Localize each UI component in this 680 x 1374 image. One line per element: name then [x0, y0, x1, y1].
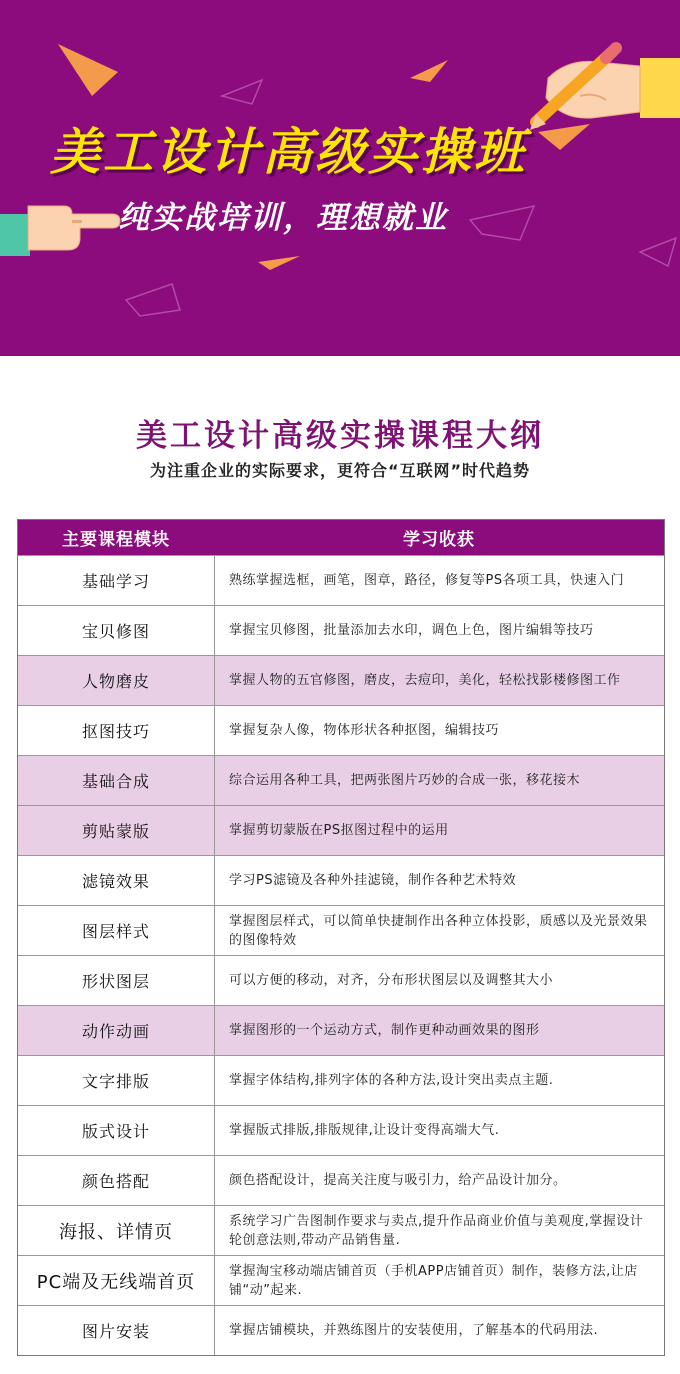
course-module-cell: 图片安装 [18, 1306, 215, 1355]
course-module-cell: 人物磨皮 [18, 656, 215, 705]
learning-gain-cell: 颜色搭配设计，提高关注度与吸引力，给产品设计加分。 [229, 1173, 567, 1188]
table-row [18, 1205, 664, 1255]
section-title: 美工设计高级实操课程大纲 [136, 418, 544, 454]
section-subtitle: 为注重企业的实际要求，更符合“互联网”时代趋势 [149, 461, 531, 480]
learning-gain-cell: 掌握图形的一个运动方式，制作更种动画效果的图形 [229, 1023, 540, 1038]
table-row [18, 1255, 664, 1305]
course-module-cell: PC端及无线端首页 [18, 1256, 215, 1305]
course-module-cell: 版式设计 [18, 1106, 215, 1155]
learning-gain-cell: 综合运用各种工具，把两张图片巧妙的合成一张，移花接木 [229, 773, 581, 788]
header-module: 主要课程模块 [62, 530, 170, 550]
orange-triangle-decoration [258, 256, 300, 270]
learning-gain-cell: 掌握人物的五官修图，磨皮，去痘印，美化，轻松找影楼修图工作 [229, 673, 621, 688]
table-row [18, 755, 664, 805]
table-row [18, 705, 664, 755]
table-row [18, 905, 664, 955]
table-row [18, 955, 664, 1005]
table-row [18, 805, 664, 855]
learning-gain-cell: 掌握图层样式，可以简单快捷制作出各种立体投影，质感以及光景效果的图像特效 [229, 913, 648, 948]
banner-subtitle: 纯实战培训，理想就业 [118, 200, 448, 236]
table-row [18, 555, 664, 605]
table-row [18, 1055, 664, 1105]
course-module-cell: 滤镜效果 [18, 856, 215, 905]
learning-gain-cell: 掌握宝贝修图，批量添加去水印，调色上色，图片编辑等技巧 [229, 623, 594, 638]
course-module-cell: 剪贴蒙版 [18, 806, 215, 855]
learning-gain-cell: 掌握版式排版,排版规律,让设计变得高端大气. [229, 1123, 500, 1138]
outline-plane-decoration [222, 80, 262, 104]
learning-gain-cell: 掌握复杂人像，物体形状各种抠图，编辑技巧 [229, 723, 500, 738]
course-module-cell: 抠图技巧 [18, 706, 215, 755]
hero-banner [0, 0, 680, 356]
course-outline-table [17, 519, 665, 1356]
table-row [18, 1105, 664, 1155]
course-module-cell: 文字排版 [18, 1056, 215, 1105]
course-module-cell: 宝贝修图 [18, 606, 215, 655]
table-row [18, 1005, 664, 1055]
course-module-cell: 基础学习 [18, 556, 215, 605]
outline-plane-decoration [470, 206, 534, 240]
course-module-cell: 基础合成 [18, 756, 215, 805]
learning-gain-cell: 学习PS滤镜及各种外挂滤镜，制作各种艺术特效 [229, 873, 517, 888]
learning-gain-cell: 掌握字体结构,排列字体的各种方法,设计突出卖点主题. [229, 1073, 554, 1088]
learning-gain-cell: 掌握店铺模块，并熟练图片的安装使用，了解基本的代码用法. [229, 1323, 599, 1338]
course-module-cell: 形状图层 [18, 956, 215, 1005]
outline-plane-decoration [126, 284, 180, 316]
pointing-hand-icon [0, 206, 120, 256]
course-module-cell: 颜色搭配 [18, 1156, 215, 1205]
course-module-cell: 海报、详情页 [18, 1206, 215, 1255]
learning-gain-cell: 掌握剪切蒙版在PS抠图过程中的运用 [229, 823, 449, 838]
course-module-cell: 动作动画 [18, 1006, 215, 1055]
banner-title: 美工设计高级实操班 [50, 123, 527, 181]
table-row [18, 605, 664, 655]
learning-gain-cell: 掌握淘宝移动端店铺首页（手机APP店铺首页）制作，装修方法,让店铺“动”起来. [229, 1263, 638, 1298]
learning-gain-cell: 系统学习广告图制作要求与卖点,提升作品商业价值与美观度,掌握设计轮创意法则,带动产品销售量. [229, 1213, 644, 1248]
orange-triangle-decoration [410, 60, 448, 82]
table-row [18, 855, 664, 905]
table-row [18, 1305, 664, 1355]
orange-triangle-decoration [58, 44, 118, 96]
learning-gain-cell: 可以方便的移动，对齐，分布形状图层以及调整其大小 [229, 973, 554, 988]
table-body [18, 555, 664, 1355]
table-header [18, 520, 664, 555]
course-module-cell: 图层样式 [18, 906, 215, 955]
header-gain: 学习收获 [403, 530, 475, 550]
learning-gain-cell: 熟练掌握选框，画笔，图章，路径，修复等PS各项工具，快速入门 [229, 573, 625, 588]
outline-plane-decoration [640, 238, 676, 266]
table-row [18, 655, 664, 705]
table-row [18, 1155, 664, 1205]
